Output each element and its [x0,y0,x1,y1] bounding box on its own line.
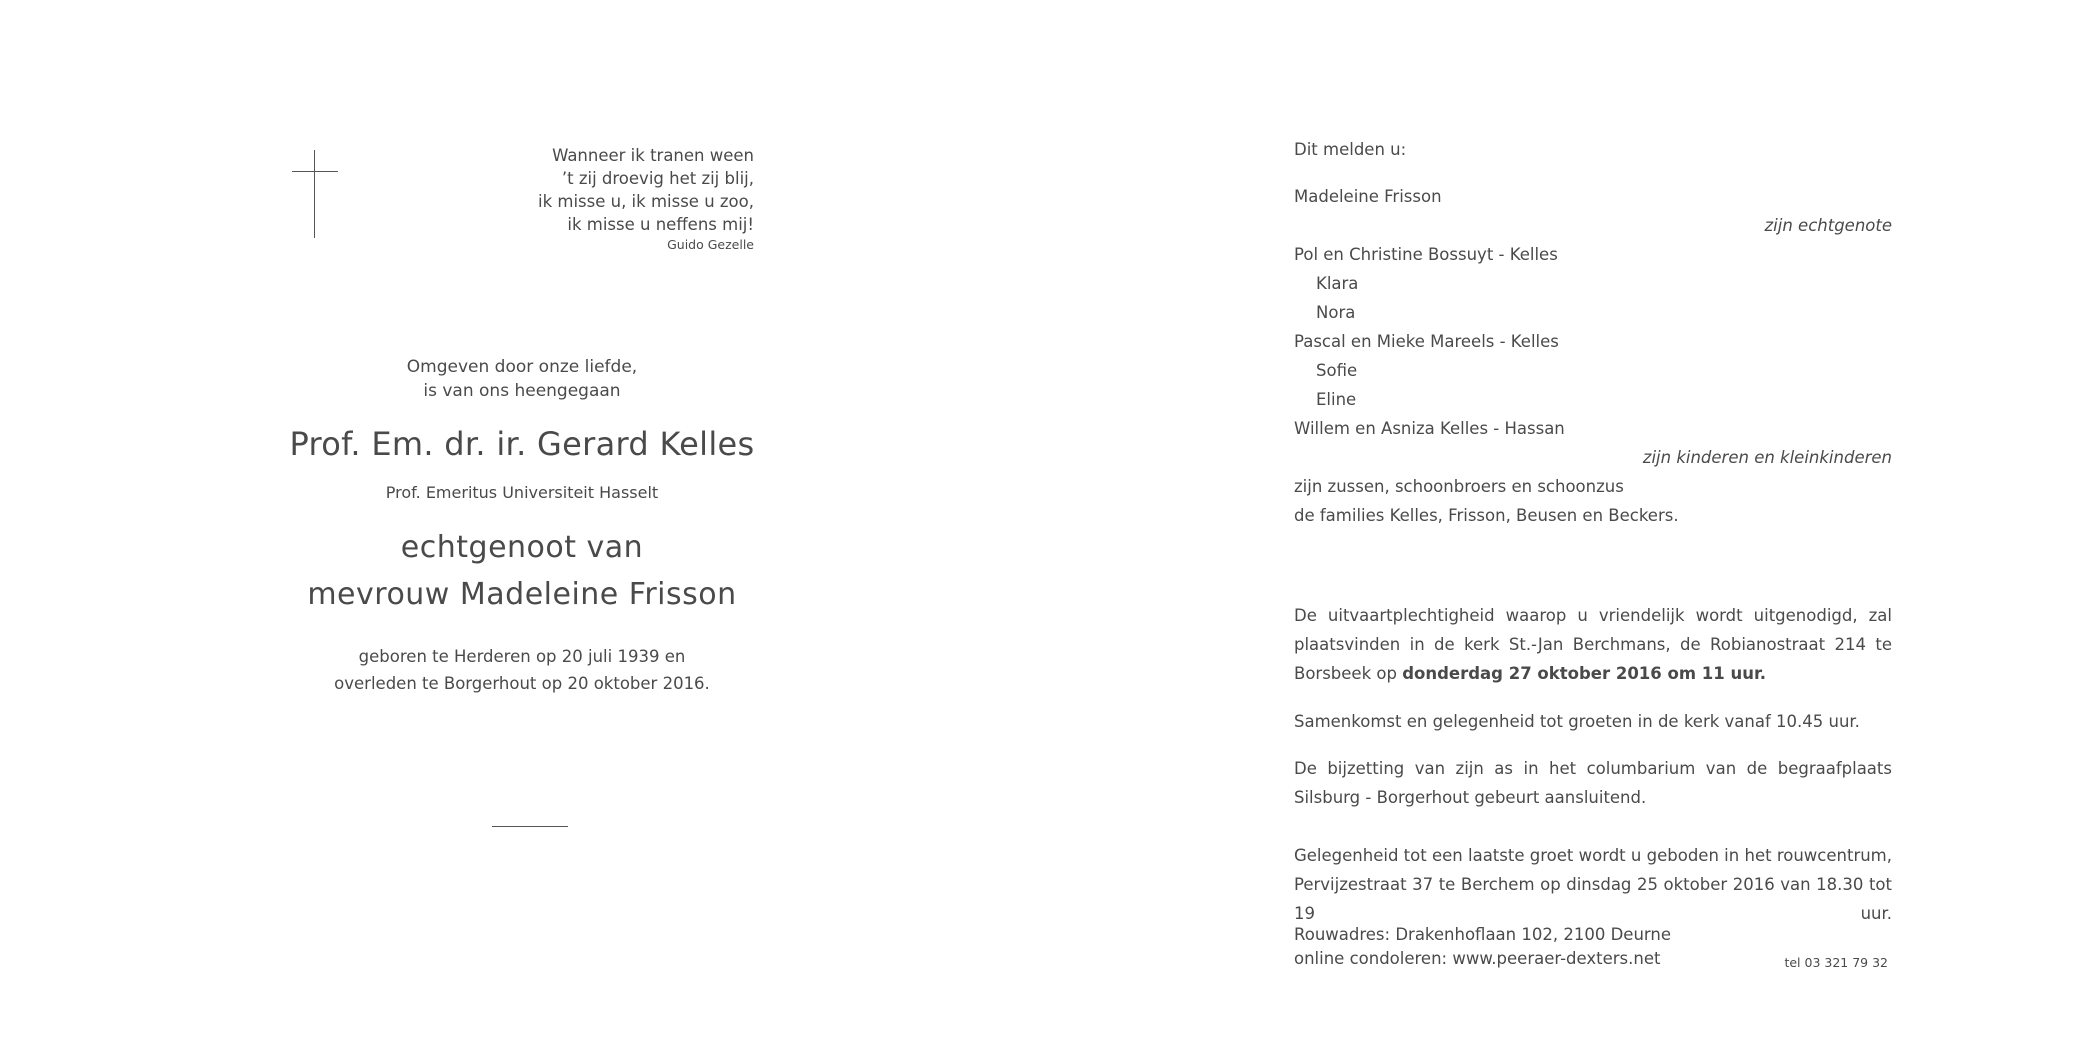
funeral-date: donderdag 27 oktober 2016 om 11 uur. [1402,664,1767,683]
spouse-line: echtgenoot van [400,530,644,565]
cross-icon-bar [292,171,338,172]
families-line: de families Kelles, Frisson, Beusen en Beckers. [1294,506,1679,525]
children-role: zijn kinderen en kleinkinderen [1642,448,1892,467]
telephone: tel 03 321 79 32 [1784,955,1888,970]
deceased-title: Prof. Emeritus Universiteit Hasselt [385,483,659,502]
intro-text [258,355,786,403]
family-heading: Dit melden u: [1294,140,1407,159]
deceased-name: Prof. Em. dr. ir. Gerard Kelles [289,425,755,463]
funeral-text [1294,601,1892,688]
life-dates [258,643,786,697]
poem-author: Guido Gezelle [667,237,754,252]
family-member: Pol en Christine Bossuyt - Kelles [1294,245,1558,264]
spouse-line: mevrouw Madeleine Frisson [307,577,737,612]
family-member: Klara [1316,274,1359,293]
gathering-text: Samenkomst en gelegenheid tot groeten in de kerk vanaf 10.45 uur. [1294,712,1860,731]
poem-line: ’t zij droevig het zij blij, [561,169,754,188]
family-member: Pascal en Mieke Mareels - Kelles [1294,332,1559,351]
spouse-name: Madeleine Frisson [1294,187,1442,206]
family-member: Nora [1316,303,1356,322]
intro-line: is van ons heengegaan [423,381,621,401]
divider [492,826,568,827]
poem-line: ik misse u, ik misse u zoo, [537,192,754,211]
funeral-text-start: De uitvaartplechtigheid waarop u vriendelijk wordt uitgenodigd, zal plaatsvinden in de kerk St.-Jan Berchmans, de Robianostraat 214 te Borsbeek op [1294,606,1892,683]
burial-text: De bijzetting van zijn as in het columbarium van de begraafplaats Silsburg - Borgerhout gebeurt aansluitend. [1294,759,1892,807]
siblings-line: zijn zussen, schoonbroers en schoonzus [1294,477,1624,496]
spouse-text [258,524,786,618]
poem-line: ik misse u neffens mij! [567,215,754,234]
death-line: overleden te Borgerhout op 20 oktober 2016. [334,674,710,693]
cross-icon [314,150,315,238]
birth-line: geboren te Herderen op 20 juli 1939 en [358,647,686,666]
family-member: Eline [1316,390,1357,409]
family-member: Willem en Asniza Kelles - Hassan [1294,419,1565,438]
online-condolences: online condoleren: www.peeraer-dexters.net [1294,949,1661,968]
family-member: Sofie [1316,361,1358,380]
spouse-role: zijn echtgenote [1764,216,1892,235]
intro-line: Omgeven door onze liefde, [406,357,638,377]
poem-line: Wanneer ik tranen ween [552,146,754,165]
poem [538,144,754,254]
farewell-text: Gelegenheid tot een laatste groet wordt u geboden in het rouwcentrum, Pervijzestraat 37 te Berchem op dinsdag 25 oktober 2016 van 18.30 tot 19 uur. [1294,846,1892,923]
mourning-address: Rouwadres: Drakenhoflaan 102, 2100 Deurne [1294,925,1672,944]
